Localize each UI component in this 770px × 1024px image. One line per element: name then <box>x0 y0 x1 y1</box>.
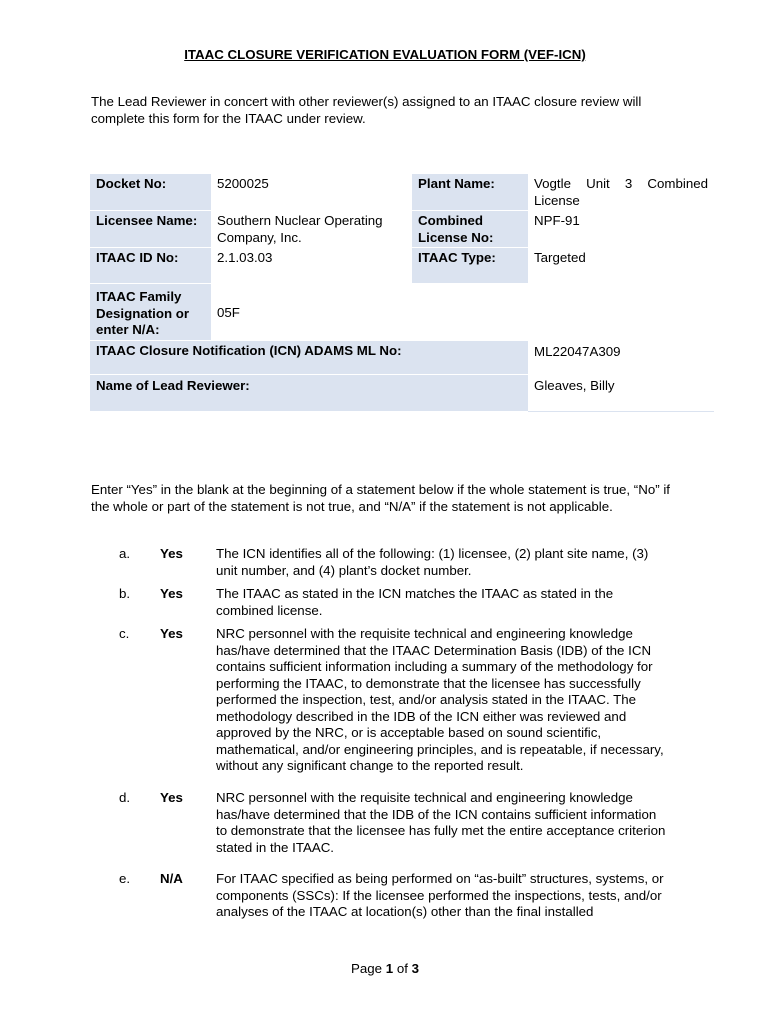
lead-reviewer-label: Name of Lead Reviewer: <box>90 374 528 411</box>
table-row <box>90 248 714 284</box>
item-answer: Yes <box>160 586 183 601</box>
item-letter: a. <box>119 546 131 561</box>
licensee-name-value: Southern Nuclear Operating Company, Inc. <box>211 211 412 248</box>
item-statement: For ITAAC specified as being performed on “as-built” structures, systems, or components (SSCs): If the licensee performed the inspections, tests, and/or analyses of the ITAAC at location(s) other than the final installed <box>216 871 664 919</box>
table-row <box>90 211 714 248</box>
item-letter: e. <box>119 871 131 886</box>
page-total: 3 <box>411 961 420 976</box>
item-letter: c. <box>119 626 130 641</box>
itaac-family-value: 05F <box>211 284 714 341</box>
item-answer: Yes <box>160 546 183 561</box>
lead-reviewer-value: Gleaves, Billy <box>528 374 714 411</box>
item-answer: Yes <box>160 790 183 805</box>
item-statement: The ITAAC as stated in the ICN matches the ITAAC as stated in the combined license. <box>216 586 614 618</box>
plant-name-label: Plant Name: <box>412 174 528 211</box>
itaac-id-label: ITAAC ID No: <box>90 248 211 284</box>
plant-name-line-1: Vogtle Unit 3 Combined <box>534 176 708 191</box>
itaac-type-label: ITAAC Type: <box>412 248 528 284</box>
item-answer: N/A <box>160 871 183 886</box>
page-footer <box>0 961 770 978</box>
item-letter: b. <box>119 586 131 601</box>
itaac-type-value: Targeted <box>528 248 714 284</box>
item-statement: NRC personnel with the requisite technical and engineering knowledge has/have determined that the IDB of the ICN contains sufficient information to demonstrate that the licensee has fully met the entire acceptance criterion stated in the ITAAC. <box>216 790 666 855</box>
table-row <box>90 174 714 211</box>
docket-value: 5200025 <box>211 174 412 211</box>
itaac-id-value: 2.1.03.03 <box>211 248 412 284</box>
page-number: 1 <box>385 961 394 976</box>
itaac-family-label: ITAAC Family Designation or enter N/A: <box>90 284 211 341</box>
footer-prefix: Page <box>350 961 386 976</box>
itaac-info-table <box>90 173 714 412</box>
combined-license-label: Combined License No: <box>412 211 528 248</box>
footer-middle: of <box>393 961 412 976</box>
table-row <box>90 284 714 341</box>
item-statement: The ICN identifies all of the following: (1) licensee, (2) plant site name, (3) unit number, and (4) plant’s docket number. <box>216 546 649 578</box>
licensee-name-label: Licensee Name: <box>90 211 211 248</box>
form-title: ITAAC CLOSURE VERIFICATION EVALUATION FORM (VEF-ICN) <box>184 47 586 62</box>
item-answer: Yes <box>160 626 183 641</box>
combined-license-value: NPF-91 <box>528 211 714 248</box>
intro-paragraph: The Lead Reviewer in concert with other reviewer(s) assigned to an ITAAC closure review will complete this form for the ITAAC under review. <box>91 94 642 126</box>
instructions-paragraph: Enter “Yes” in the blank at the beginning of a statement below if the whole statement is true, “No” if the whole or part of the statement is not true, and “N/A” if the statement is not applicable. <box>91 482 670 514</box>
plant-name-value <box>528 174 714 211</box>
item-letter: d. <box>119 790 131 805</box>
item-statement: NRC personnel with the requisite technical and engineering knowledge has/have determined that the ITAAC Determination Basis (IDB) of the ICN contains sufficient information including a summary of the methodology for performing the ITAAC, to demonstrate that the licensee has successfully performed the inspection, test, and/or analysis stated in the ITAAC. The methodology described in the IDB of the ICN either was reviewed and approved by the NRC, or is acceptable based on sound scientific, mathematical, and/or engineering principles, and is repeatable, if necessary, without any significant change to the reported result. <box>216 626 664 773</box>
icn-adams-value: ML22047A309 <box>528 340 714 374</box>
table-row <box>90 340 714 374</box>
icn-adams-label: ITAAC Closure Notification (ICN) ADAMS ML No: <box>90 340 528 374</box>
plant-name-line-2: License <box>534 192 580 208</box>
table-row <box>90 374 714 411</box>
docket-label: Docket No: <box>90 174 211 211</box>
